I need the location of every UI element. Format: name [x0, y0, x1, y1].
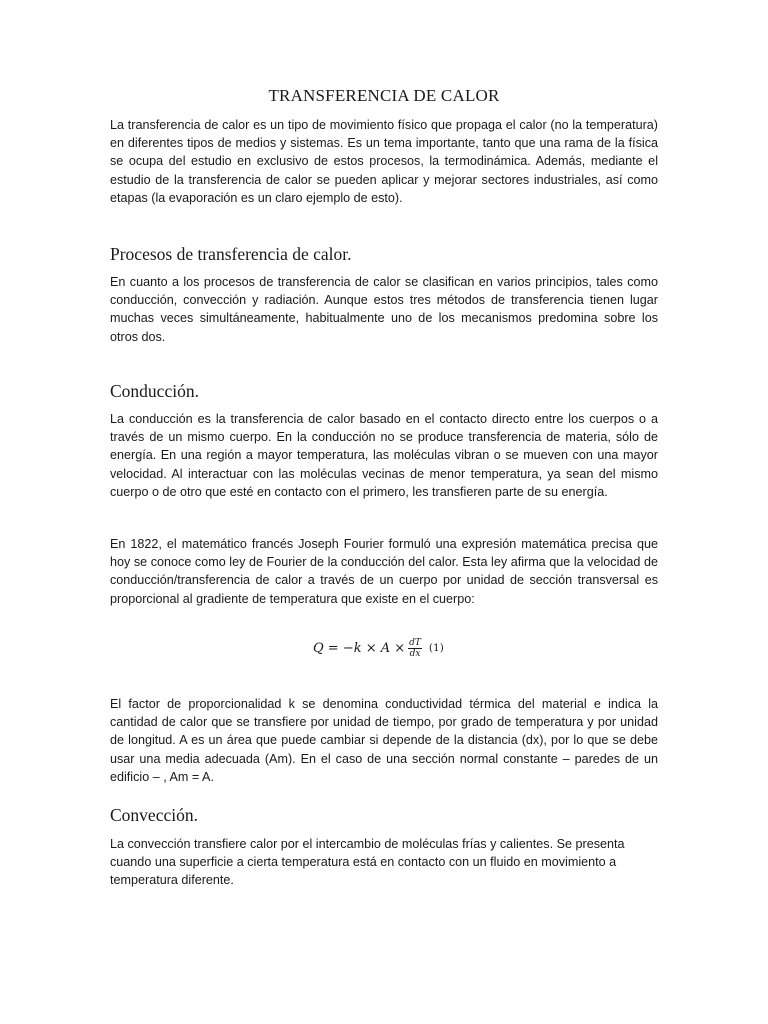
fourier-law-formula	[313, 630, 444, 666]
conveccion-paragraph: La convección transfiere calor por el intercambio de moléculas frías y calientes. Se presenta cuando una superficie a cierta temperatura está en contacto con un fluido en movimiento a temperatura diferente.	[110, 837, 625, 888]
heading-procesos: Procesos de transferencia de calor.	[110, 244, 352, 264]
formula-denominator: dx	[409, 648, 421, 659]
conduccion-paragraph-3: El factor de proporcionalidad k se denomina conductividad térmica del material e indica la cantidad de calor que se transfiere por unidad de tiempo, por grado de temperatura y por unidad de longitud. A es un área que puede cambiar si depende de la distancia (dx), por lo que se debe usar una media adecuada (Am). En el caso de una sección normal constante – paredes de un edificio – , Am = A.	[110, 697, 658, 784]
conduccion-paragraph-2: En 1822, el matemático francés Joseph Fourier formuló una expresión matemática precisa que hoy se conoce como ley de Fourier de la conducción del calor. Esta ley afirma que la velocidad de conducción/transferencia de calor a través de un cuerpo por unidad de sección transversal es proporcional al gradiente de temperatura que existe en el cuerpo:	[110, 537, 658, 606]
conduccion-paragraph-1: La conducción es la transferencia de calor basado en el contacto directo entre los cuerpos o a través de un mismo cuerpo. En la conducción no se produce transferencia de materia, sólo de energía. En una región a mayor temperatura, las moléculas vibran o se mueven con una mayor velocidad. Al interactuar con las moléculas vecinas de menor temperatura, ya sean del mismo cuerpo o de otro que esté en contacto con el primero, les transfieren parte de su energía.	[110, 412, 658, 499]
heading-conduccion: Conducción.	[110, 381, 199, 401]
procesos-paragraph: En cuanto a los procesos de transferencia de calor se clasifican en varios principios, tales como conducción, convección y radiación. Aunque estos tres métodos de transferencia tienen lugar muchas veces simultáneamente, habitualmente uno de los mecanismos predomina sobre los otros dos.	[110, 275, 658, 344]
formula-lhs: Q = −k × A ×	[313, 640, 406, 656]
intro-paragraph: La transferencia de calor es un tipo de movimiento físico que propaga el calor (no la temperatura) en diferentes tipos de medios y sistemas. Es un tema importante, tanto que una rama de la física se ocupa del estudio en exclusivo de estos procesos, la termodinámica. Además, mediante el estudio de la transferencia de calor se pueden aplicar y mejorar sectores industriales, así como etapas (la evaporación es un claro ejemplo de esto).	[110, 118, 658, 205]
formula-numerator: dT	[409, 637, 421, 648]
heading-conveccion: Convección.	[110, 805, 198, 825]
document-title: TRANSFERENCIA DE CALOR	[268, 86, 500, 105]
formula-fraction	[408, 638, 422, 659]
formula-number: (1)	[428, 642, 444, 654]
